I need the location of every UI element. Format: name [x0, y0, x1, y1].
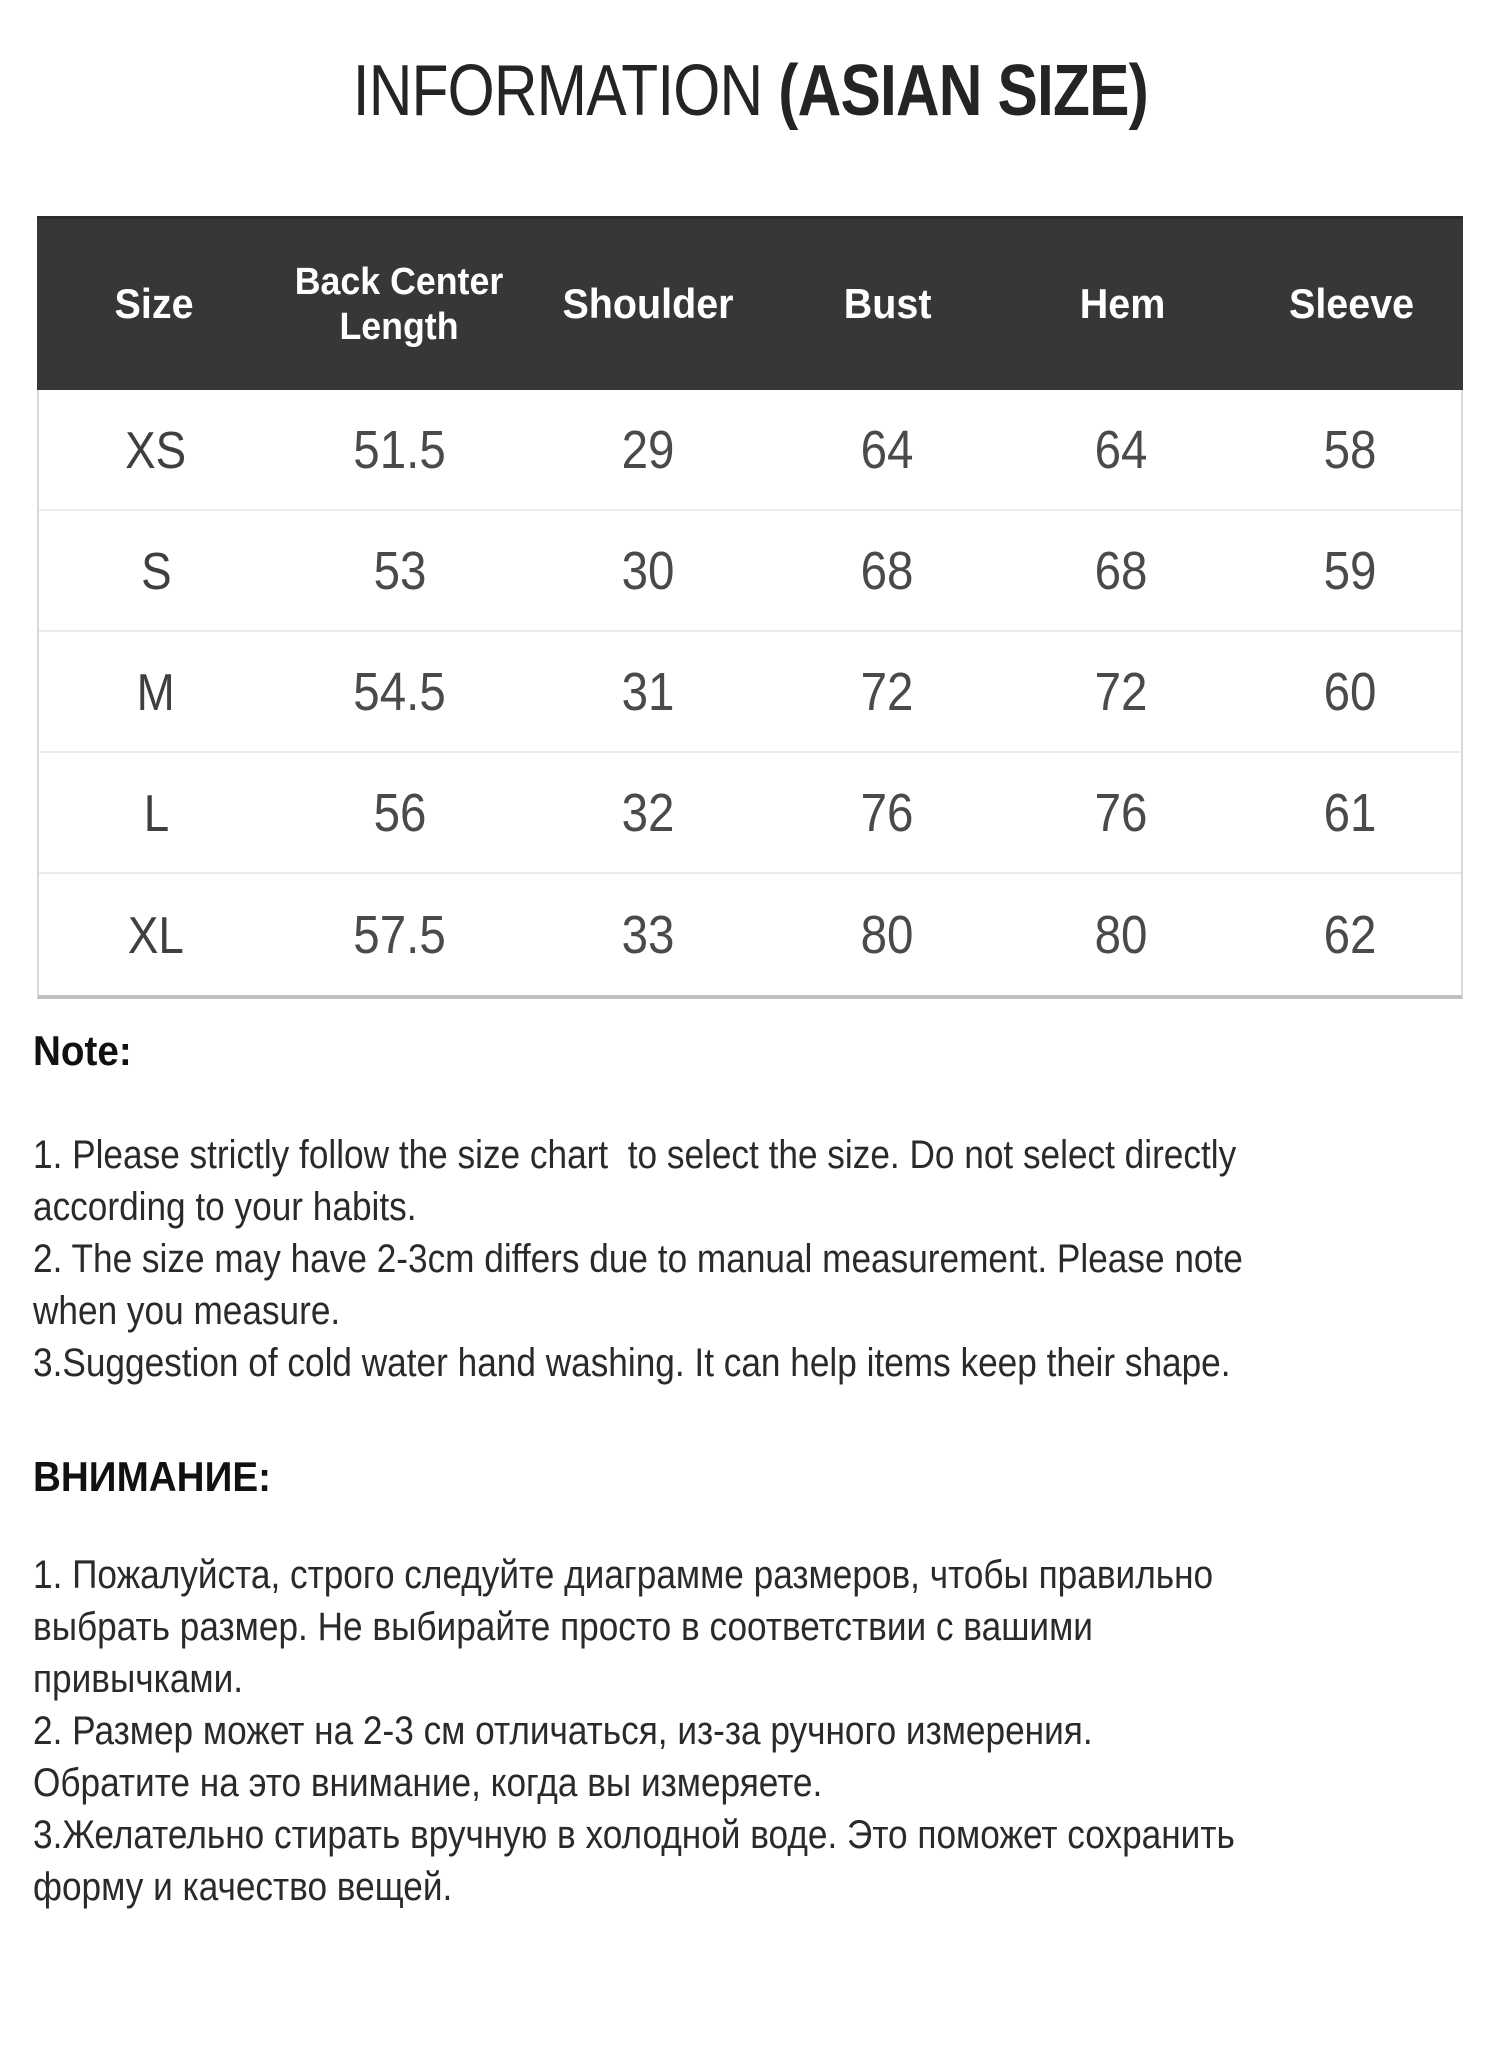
size-cell: M: [137, 663, 176, 722]
table-row-m: [39, 632, 1461, 753]
measurement-cell: 31: [621, 661, 675, 722]
header-cell-sleeve: Sleeve: [1288, 280, 1414, 328]
header-cell-size: Size: [114, 280, 194, 328]
measurement-cell: 59: [1323, 540, 1377, 601]
attention-heading: ВНИМАНИЕ:: [33, 1453, 271, 1500]
attention-line: 3.Желательно стирать вручную в холодной воде. Это поможет сохранить: [33, 1813, 1235, 1857]
size-cell: L: [143, 784, 169, 843]
measurement-cell: 30: [621, 540, 675, 601]
measurement-cell: 62: [1323, 904, 1377, 965]
note-line: 2. The size may have 2-3cm differs due to manual measurement. Please note: [33, 1237, 1243, 1281]
header-cell-shoulder: Shoulder: [562, 280, 734, 328]
measurement-cell: 32: [621, 782, 675, 843]
header-cell-bust: Bust: [843, 280, 932, 328]
table-row-s: [39, 511, 1461, 632]
size-cell: S: [140, 542, 172, 601]
measurement-cell: 80: [860, 904, 914, 965]
measurement-cell: 80: [1094, 904, 1148, 965]
header-cell-hem: Hem: [1079, 280, 1166, 328]
page-title: [0, 51, 1500, 131]
attention-line: 2. Размер может на 2-3 см отличаться, из-за ручного измерения.: [33, 1709, 1093, 1753]
measurement-cell: 51.5: [353, 419, 447, 480]
attention-lines: [33, 1549, 1467, 1913]
measurement-cell: 54.5: [353, 661, 447, 722]
page-title-bold: (ASIAN SIZE): [777, 51, 1148, 131]
note-line: according to your habits.: [33, 1185, 417, 1229]
size-cell: XS: [125, 421, 187, 480]
title-space: [762, 51, 778, 131]
measurement-cell: 72: [1094, 661, 1148, 722]
size-table-header-row: [37, 216, 1463, 390]
measurement-cell: 68: [860, 540, 914, 601]
size-table-body: [37, 390, 1463, 999]
page-title-light: INFORMATION: [352, 51, 763, 131]
measurement-cell: 60: [1323, 661, 1377, 722]
note-line: when you measure.: [33, 1289, 341, 1333]
measurement-cell: 33: [621, 904, 675, 965]
attention-section: [33, 1453, 1467, 1913]
attention-line: Обратите на это внимание, когда вы измеряете.: [33, 1761, 823, 1805]
measurement-cell: 53: [373, 540, 427, 601]
measurement-cell: 76: [860, 782, 914, 843]
measurement-cell: 72: [860, 661, 914, 722]
attention-line: 1. Пожалуйста, строго следуйте диаграмме размеров, чтобы правильно: [33, 1553, 1214, 1597]
measurement-cell: 64: [860, 419, 914, 480]
note-line: 1. Please strictly follow the size chart to select the size. Do not select directly: [33, 1133, 1237, 1177]
measurement-cell: 61: [1323, 782, 1377, 843]
attention-line: выбрать размер. Не выбирайте просто в соответствии с вашими: [33, 1605, 1093, 1649]
size-cell: XL: [128, 906, 185, 965]
note-lines: [33, 1129, 1467, 1389]
attention-line: привычками.: [33, 1657, 244, 1701]
measurement-cell: 68: [1094, 540, 1148, 601]
note-heading: Note:: [33, 1027, 132, 1074]
measurement-cell: 29: [621, 419, 675, 480]
measurement-cell: 56: [373, 782, 427, 843]
table-row-xl: [39, 874, 1461, 995]
note-section: [33, 1027, 1467, 1389]
measurement-cell: 76: [1094, 782, 1148, 843]
size-table: [37, 216, 1463, 999]
measurement-cell: 64: [1094, 419, 1148, 480]
note-line: 3.Suggestion of cold water hand washing. It can help items keep their shape.: [33, 1341, 1231, 1385]
attention-line: форму и качество вещей.: [33, 1865, 453, 1909]
header-cell-back-center-length: Back Center Length: [294, 261, 504, 348]
table-row-l: [39, 753, 1461, 874]
table-row-xs: [39, 390, 1461, 511]
measurement-cell: 58: [1323, 419, 1377, 480]
measurement-cell: 57.5: [353, 904, 447, 965]
